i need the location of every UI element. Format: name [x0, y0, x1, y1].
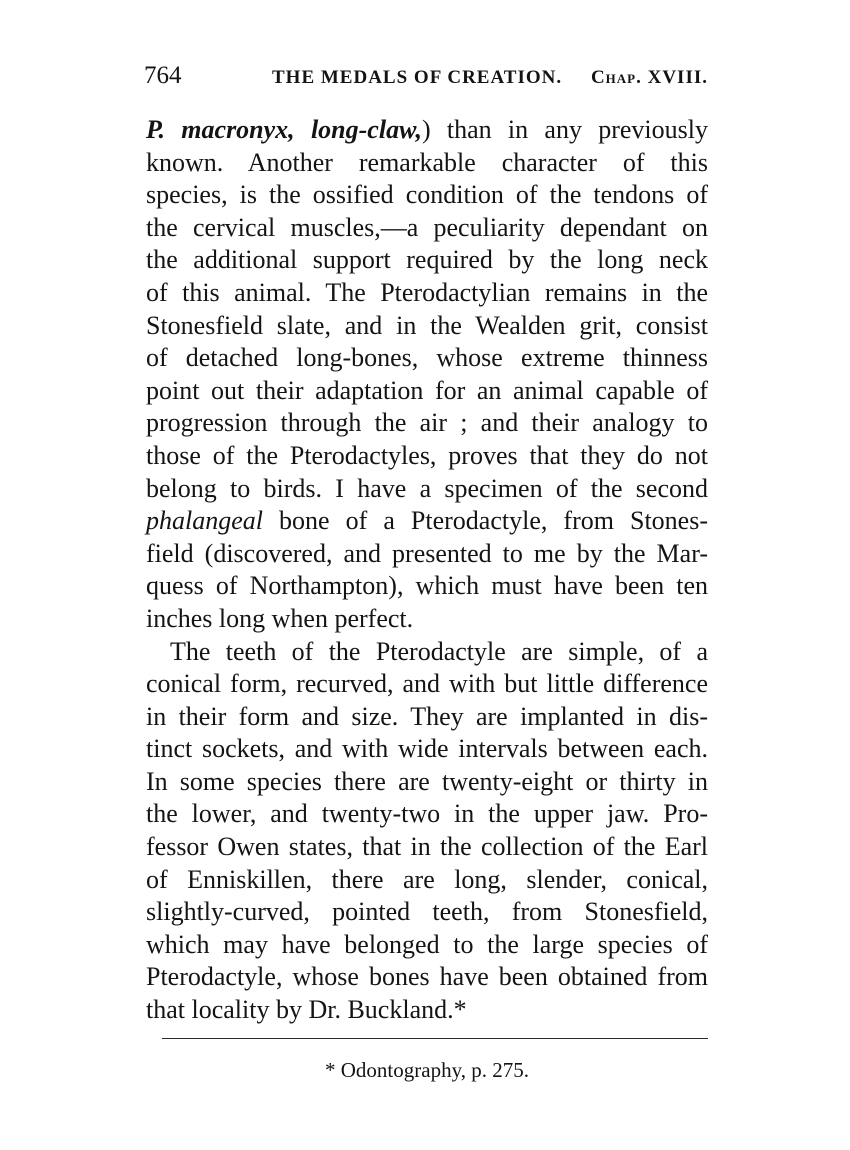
- book-title: THE MEDALS OF CREATION.: [272, 67, 563, 88]
- text-line: tinct sockets, and with wide intervals between each.: [146, 734, 708, 764]
- text-line: those of the Pterodactyles, proves that they do not: [146, 440, 708, 470]
- text-line: progression through the air ; and their analogy to: [146, 408, 708, 438]
- page-number: 764: [144, 62, 182, 89]
- chapter-reference: Chap. XVIII.: [590, 67, 708, 88]
- text-line: of Enniskillen, there are long, slender, conical,: [146, 864, 708, 894]
- text-line: species, is the ossified condition of the tendons of: [146, 180, 708, 210]
- text-line: in their form and size. They are implanted in dis-: [146, 701, 708, 731]
- text-line: quess of Northampton), which must have been ten: [146, 571, 708, 601]
- text-line: The teeth of the Pterodactyle are simple, of a: [170, 636, 708, 666]
- text-line: of detached long-bones, whose extreme thinness: [146, 343, 708, 373]
- text-line: conical form, recurved, and with but little difference: [146, 669, 708, 699]
- text-line: In some species there are twenty-eight or thirty in: [146, 766, 708, 796]
- text-line: the additional support required by the long neck: [146, 245, 708, 275]
- text-line: belong to birds. I have a specimen of the second: [146, 473, 708, 503]
- body-text: [146, 114, 708, 1027]
- text-line: which may have belonged to the large species of: [146, 929, 708, 959]
- text-line: Pterodactyle, whose bones have been obtained from: [146, 962, 708, 992]
- text-line: phalangeal bone of a Pterodactyle, from Stones-: [146, 506, 708, 536]
- text-line: Stonesfield slate, and in the Wealden grit, consist: [146, 310, 708, 340]
- text-line: the cervical muscles,—a peculiarity dependant on: [146, 212, 708, 242]
- footnote-rule: [162, 1038, 708, 1039]
- text-line: field (discovered, and presented to me by the Mar-: [146, 538, 708, 568]
- text-line: known. Another remarkable character of this: [146, 147, 708, 177]
- text-line: of this animal. The Pterodactylian remains in the: [146, 277, 708, 307]
- text-line: that locality by Dr. Buckland.*: [146, 995, 467, 1025]
- text-line: inches long when perfect.: [146, 603, 414, 633]
- text-line: fessor Owen states, that in the collection of the Earl: [146, 832, 708, 862]
- text-line: point out their adaptation for an animal capable of: [146, 375, 708, 405]
- text-line: the lower, and twenty-two in the upper jaw. Pro-: [146, 799, 708, 829]
- footnote: * Odontography, p. 275.: [325, 1058, 529, 1082]
- running-head: [144, 62, 710, 96]
- text-line: P. macronyx, long-claw,) than in any previously: [146, 115, 708, 144]
- text-line: slightly-curved, pointed teeth, from Stonesfield,: [146, 897, 708, 927]
